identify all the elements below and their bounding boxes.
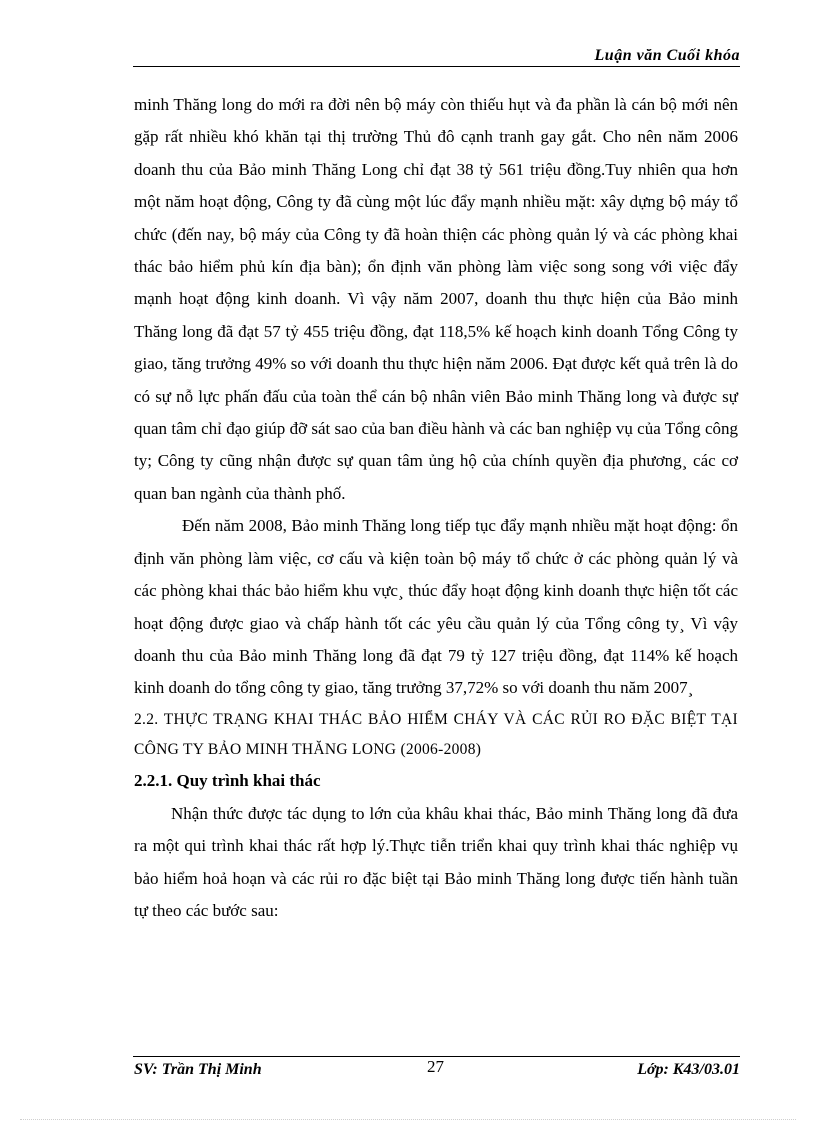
page-number: 27 [427,1057,444,1076]
page-edge [20,1119,796,1120]
page-body [134,89,738,927]
body-paragraph-1: minh Thăng long do mới ra đời nên bộ máy còn thiếu hụt và đa phần là cán bộ mới nên gặp rất nhiều khó khăn tại thị trường Thủ đô cạnh tranh gay gắt. Cho nên năm 2006 doanh thu của Bảo minh Thăng Long chỉ đạt 38 tỷ 561 triệu đồng.Tuy nhiên qua hơn một năm hoạt động, Công ty đã cùng một lúc đẩy mạnh nhiều mặt: xây dựng bộ máy tổ chức (đến nay, bộ máy của Công ty đã hoàn thiện các phòng quản lý và các phòng khai thác bảo hiểm phủ kín địa bàn); ổn định văn phòng làm việc song song với việc đẩy mạnh hoạt động kinh doanh. Vì vậy năm 2007, doanh thu thực hiện của Bảo minh Thăng long đã đạt 57 tỷ 455 triệu đồng, đạt 118,5% kế hoạch kinh doanh Tổng Công ty giao, tăng trưởng 49% so với doanh thu thực hiện năm 2006. Đạt được kết quả trên là do có sự nỗ lực phấn đấu của toàn thể cán bộ nhân viên Bảo minh Thăng long và được sự quan tâm chỉ đạo giúp đỡ sát sao của ban điều hành và các ban nghiệp vụ của Tổng công ty; Công ty cũng nhận được sự quan tâm ủng hộ của chính quyền địa phương¸ các cơ quan ban ngành của thành phố. [134,95,738,503]
body-paragraph-3: Nhận thức được tác dụng to lớn của khâu khai thác, Bảo minh Thăng long đã đưa ra một qui trình khai thác rất hợp lý.Thực tiễn triển khai quy trình khai thác nghiệp vụ bảo hiểm hoả hoạn và các rủi ro đặc biệt tại Bảo minh Thăng long được tiến hành tuần tự theo các bước sau: [134,803,738,920]
header-title: Luận văn Cuối khóa [594,47,740,64]
body-paragraph-2: Đến năm 2008, Bảo minh Thăng long tiếp tục đẩy mạnh nhiều mặt hoạt động: ổn định văn phòng làm việc, cơ cấu và kiện toàn bộ máy tổ chức ở các phòng quản lý và các phòng khai thác bảo hiểm khu vực¸ thúc đẩy hoạt động kinh doanh thực hiện tốt các hoạt động được giao và chấp hành tốt các yêu cầu quản lý của Tổng công ty¸ Vì vậy doanh thu của Bảo minh Thăng long đã đạt 79 tỷ 127 triệu đồng, đạt 114% kế hoạch kinh doanh do tổng công ty giao, tăng trưởng 37,72% so với doanh thu năm 2007¸ [134,516,738,698]
footer-class: Lớp: K43/03.01 [637,1061,740,1078]
footer-author: SV: Trần Thị Minh [134,1061,262,1078]
section-heading: 2.2. THỰC TRẠNG KHAI THÁC BẢO HIỂM CHÁY VÀ CÁC RỦI RO ĐẶC BIỆT TẠI CÔNG TY BẢO MINH THĂNG LONG (2006-2008) [134,710,738,758]
subsection-heading: 2.2.1. Quy trình khai thác [134,770,321,790]
header-divider [133,66,740,67]
